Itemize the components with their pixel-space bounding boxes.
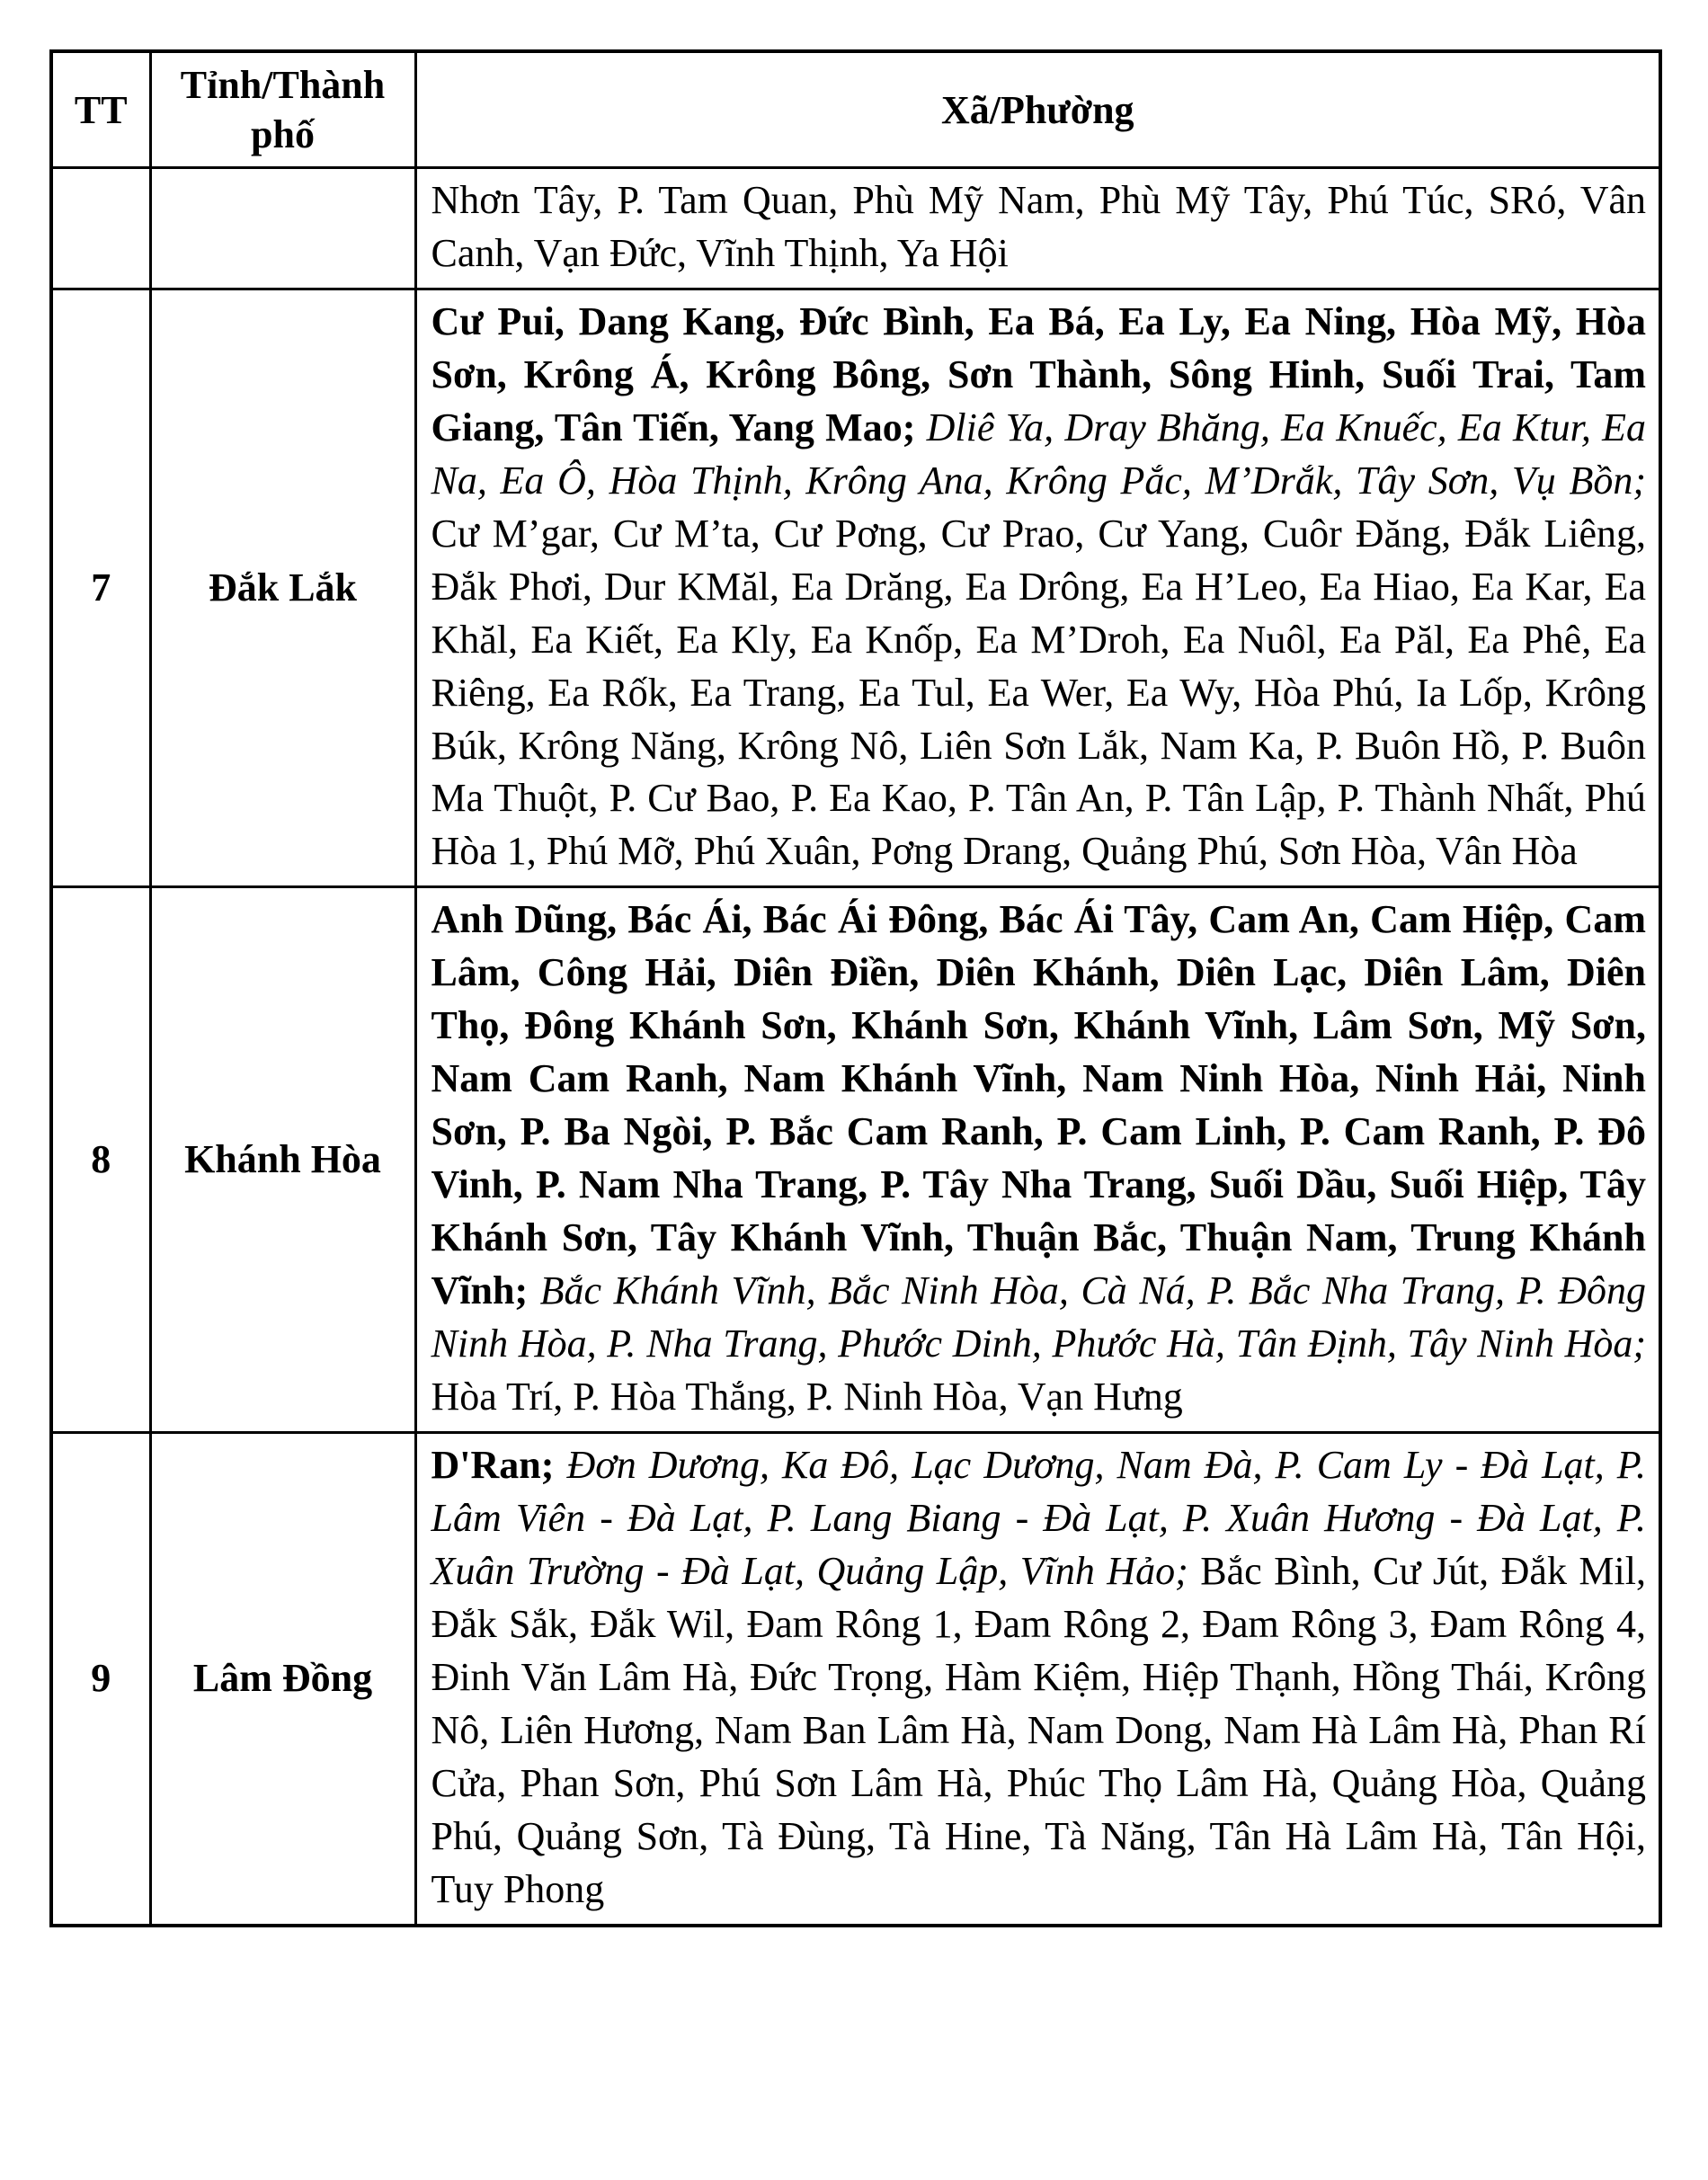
ward-list-cell [415,168,1660,289]
table-header-row [51,51,1660,168]
ward-list-segment-italic: Bắc Khánh Vĩnh, Bắc Ninh Hòa, Cà Ná, P. Bắc Nha Trang, P. Đông Ninh Hòa, P. Nha Trang, Phước Dinh, Phước Hà, Tân Định, Tây Ninh Hòa; [431,1268,1647,1366]
province-name-cell [150,168,415,289]
province-name-cell: Đắk Lắk [150,289,415,886]
ward-list-cell [415,887,1660,1433]
ward-list-segment-bold: Cư Pui, Dang Kang, Đức Bình, Ea Bá, Ea Ly, Ea Ning, Hòa Mỹ, Hòa Sơn, Krông Á, Krông Bông, Sơn Thành, Sông Hinh, Suối Trai, Tam Giang, Tân Tiến, Yang Mao; [431,298,1646,449]
ward-list-segment-bold: D'Ran; [431,1442,567,1487]
table-row [51,1432,1660,1925]
header-province: Tỉnh/Thành phố [150,51,415,168]
row-number-cell: 7 [51,289,150,886]
ward-list-segment-regular: Cư M’gar, Cư M’ta, Cư Pơng, Cư Prao, Cư Yang, Cuôr Đăng, Đắk Liêng, Đắk Phơi, Dur KMăl, Ea Drăng, Ea Drông, Ea H’Leo, Ea Hiao, Ea Kar, Ea Khăl, Ea Kiết, Ea Kly, Ea Knốp, Ea M’Droh, Ea Nuôl, Ea Păl, Ea Phê, Ea Riêng, Ea Rốk, Ea Trang, Ea Tul, Ea Wer, Ea Wy, Hòa Phú, Ia Lốp, Krông Búk, Krông Năng, Krông Nô, Liên Sơn Lắk, Nam Ka, P. Buôn Hồ, P. Buôn Ma Thuột, P. Cư Bao, P. Ea Kao, P. Tân An, P. Tân Lập, P. Thành Nhất, Phú Hòa 1, Phú Mỡ, Phú Xuân, Pơng Drang, Quảng Phú, Sơn Hòa, Vân Hòa [431,511,1646,874]
ward-list-cell [415,289,1660,886]
row-number-cell: 9 [51,1432,150,1925]
table-row [51,168,1660,289]
row-number-cell [51,168,150,289]
province-name-cell: Lâm Đồng [150,1432,415,1925]
ward-list-segment-bold: Anh Dũng, Bác Ái, Bác Ái Đông, Bác Ái Tây, Cam An, Cam Hiệp, Cam Lâm, Công Hải, Diên Điền, Diên Khánh, Diên Lạc, Diên Lâm, Diên Thọ, Đông Khánh Sơn, Khánh Sơn, Khánh Vĩnh, Lâm Sơn, Mỹ Sơn, Nam Cam Ranh, Nam Khánh Vĩnh, Nam Ninh Hòa, Ninh Hải, Ninh Sơn, P. Ba Ngòi, P. Bắc Cam Ranh, P. Cam Linh, P. Cam Ranh, P. Đô Vinh, P. Nam Nha Trang, P. Tây Nha Trang, Suối Dầu, Suối Hiệp, Tây Khánh Sơn, Tây Khánh Vĩnh, Thuận Bắc, Thuận Nam, Trung Khánh Vĩnh; [431,897,1646,1313]
row-number-cell: 8 [51,887,150,1433]
province-name-cell: Khánh Hòa [150,887,415,1433]
header-ward: Xã/Phường [415,51,1660,168]
table-row [51,887,1660,1433]
province-ward-table [49,49,1662,1927]
ward-list-segment-regular: Bắc Bình, Cư Jút, Đắk Mil, Đắk Sắk, Đắk Wil, Đam Rông 1, Đam Rông 2, Đam Rông 3, Đam Rông 4, Đinh Văn Lâm Hà, Đức Trọng, Hàm Kiệm, Hiệp Thạnh, Hồng Thái, Krông Nô, Liên Hương, Nam Ban Lâm Hà, Nam Dong, Nam Hà Lâm Hà, Phan Rí Cửa, Phan Sơn, Phú Sơn Lâm Hà, Phúc Thọ Lâm Hà, Quảng Hòa, Quảng Phú, Quảng Sơn, Tà Đùng, Tà Hine, Tà Năng, Tân Hà Lâm Hà, Tân Hội, Tuy Phong [431,1548,1646,1911]
table-body [51,168,1660,1926]
table-row [51,289,1660,886]
header-tt: TT [51,51,150,168]
ward-list-segment-italic: Đơn Dương, Ka Đô, Lạc Dương, Nam Đà, P. Cam Ly - Đà Lạt, P. Lâm Viên - Đà Lạt, P. Lang Biang - Đà Lạt, P. Xuân Hương - Đà Lạt, P. Xuân Trường - Đà Lạt, Quảng Lập, Vĩnh Hảo; [431,1442,1646,1593]
ward-list-segment-italic: Dliê Ya, Dray Bhăng, Ea Knuếc, Ea Ktur, Ea Na, Ea Ô, Hòa Thịnh, Krông Ana, Krông Pắc, M’Drắk, Tây Sơn, Vụ Bồn; [431,405,1646,503]
ward-list-cell [415,1432,1660,1925]
ward-list-segment-regular: Hòa Trí, P. Hòa Thắng, P. Ninh Hòa, Vạn Hưng [431,1374,1183,1419]
ward-list-segment-regular: Nhơn Tây, P. Tam Quan, Phù Mỹ Nam, Phù Mỹ Tây, Phú Túc, SRó, Vân Canh, Vạn Đức, Vĩnh Thịnh, Ya Hội [431,178,1646,275]
